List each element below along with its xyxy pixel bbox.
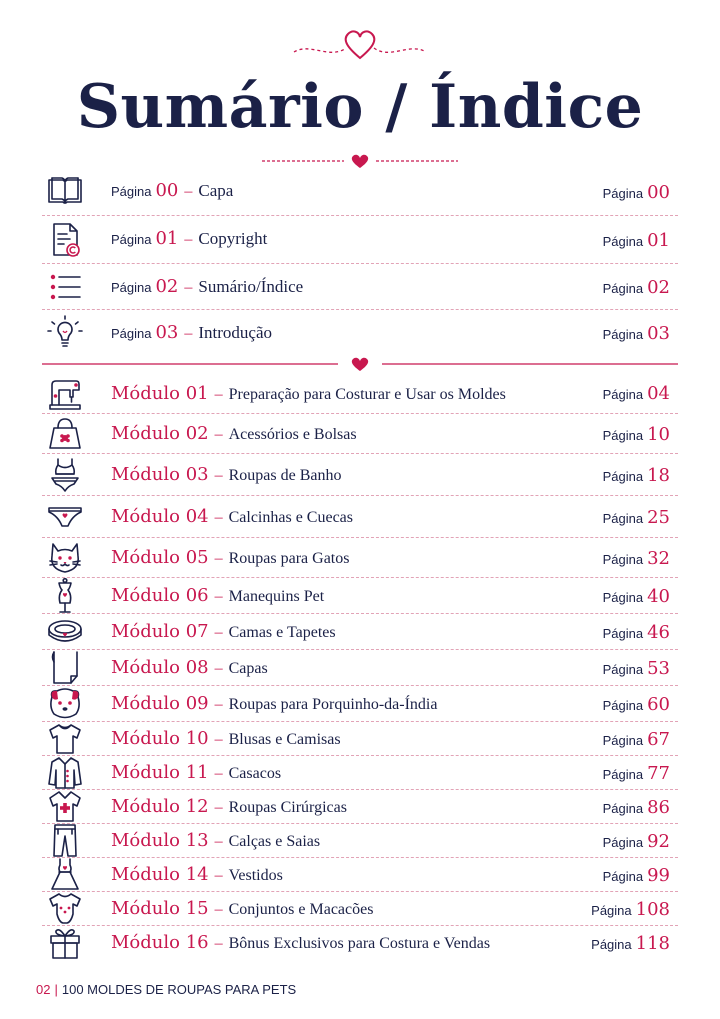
underwear-icon: [46, 498, 84, 536]
handbag-icon: [46, 415, 84, 453]
page-number: 03: [647, 323, 670, 344]
page-number: 118: [635, 933, 670, 954]
entry-title: Sumário/Índice: [198, 277, 304, 296]
module-row[interactable]: Módulo 15 – Conjuntos e Macacões Página 108: [42, 892, 678, 926]
module-row[interactable]: Módulo 10 – Blusas e Camisas Página 67: [42, 722, 678, 756]
cat-face-icon: [46, 539, 84, 577]
page-number: 01: [647, 230, 670, 251]
toc-row[interactable]: Página 02 – Sumário/Índice Página 02: [42, 264, 678, 310]
entry-title: Roupas para Porquinho-da-Índia: [228, 696, 438, 713]
toc-row[interactable]: Página 00 – Capa Página 00: [42, 168, 678, 216]
cover-sheet-icon: [46, 649, 84, 687]
module-row[interactable]: Módulo 08 – Capas Página 53: [42, 650, 678, 686]
module-row[interactable]: Módulo 13 – Calças e Saias Página 92: [42, 824, 678, 858]
page-number: 108: [635, 899, 670, 920]
lightbulb-icon: [46, 314, 84, 352]
module-row[interactable]: Módulo 12 – Roupas Cirúrgicas Página 86: [42, 790, 678, 824]
page-number: 67: [647, 729, 670, 750]
page-number: 02: [647, 277, 670, 298]
page-number: 60: [647, 694, 670, 715]
module-row[interactable]: Módulo 03 – Roupas de Banho Página 18: [42, 454, 678, 496]
surgical-shirt-icon: [46, 788, 84, 826]
page-number: 53: [647, 658, 670, 679]
tshirt-icon: [46, 720, 84, 758]
copyright-document-icon: [46, 221, 84, 259]
pants-icon: [46, 822, 84, 860]
entry-title: Copyright: [198, 229, 268, 248]
gift-icon: [46, 924, 84, 962]
entry-title: Roupas de Banho: [228, 467, 342, 484]
page-number: 46: [647, 622, 670, 643]
open-book-icon: [46, 172, 84, 210]
page-number: 86: [647, 797, 670, 818]
module-row[interactable]: Módulo 04 – Calcinhas e Cuecas Página 25: [42, 496, 678, 538]
heart-icon: [352, 358, 368, 371]
entry-title: Calças e Saias: [228, 833, 321, 850]
module-row[interactable]: Módulo 06 – Manequins Pet Página 40: [42, 578, 678, 614]
module-row[interactable]: Módulo 11 – Casacos Página 77: [42, 756, 678, 790]
page-number: 99: [647, 865, 670, 886]
sewing-machine-icon: [46, 375, 84, 413]
pet-bed-icon: [46, 613, 84, 651]
heart-icon: [352, 155, 368, 168]
entry-title: Bônus Exclusivos para Costura e Vendas: [228, 935, 491, 952]
entry-title: Casacos: [228, 765, 282, 782]
module-row[interactable]: Módulo 14 – Vestidos Página 99: [42, 858, 678, 892]
module-row[interactable]: Módulo 09 – Roupas para Porquinho-da-Índia Página 60: [42, 686, 678, 722]
module-row[interactable]: Módulo 16 – Bônus Exclusivos para Costura e Vendas Página 118: [42, 926, 678, 960]
entry-title: Calcinhas e Cuecas: [228, 509, 354, 526]
page-number: 77: [647, 763, 670, 784]
page-number: 32: [647, 548, 670, 569]
toc-row[interactable]: Página 03 – Introdução Página 03: [42, 310, 678, 354]
entry-title: Camas e Tapetes: [228, 624, 336, 641]
entry-title: Blusas e Camisas: [228, 731, 341, 748]
entry-title: Capa: [198, 181, 234, 200]
entry-title: Introdução: [198, 323, 273, 342]
entry-title: Acessórios e Bolsas: [228, 426, 357, 443]
footer-book-title: 100 MOLDES DE ROUPAS PARA PETS: [61, 982, 297, 997]
section-divider: [42, 354, 678, 374]
module-row[interactable]: Módulo 01 – Preparação para Costurar e Usar os Moldes Página 04: [42, 374, 678, 414]
module-row[interactable]: Módulo 02 – Acessórios e Bolsas Página 10: [42, 414, 678, 454]
entry-title: Roupas Cirúrgicas: [228, 799, 347, 816]
entry-title: Capas: [228, 660, 268, 677]
module-row[interactable]: Módulo 07 – Camas e Tapetes Página 46: [42, 614, 678, 650]
page-footer: 02 | 100 MOLDES DE ROUPAS PARA PETS: [36, 982, 297, 997]
entry-title: Manequins Pet: [228, 588, 325, 605]
page-number: 40: [647, 586, 670, 607]
module-row[interactable]: Módulo 05 – Roupas para Gatos Página 32: [42, 538, 678, 578]
bodysuit-icon: [46, 890, 84, 928]
dress-icon: [46, 856, 84, 894]
guinea-pig-icon: [46, 685, 84, 723]
toc-row[interactable]: Página 01 – Copyright Página 01: [42, 216, 678, 264]
page-title: Sumário / Índice: [76, 72, 644, 142]
page-number: 92: [647, 831, 670, 852]
list-icon: [46, 268, 84, 306]
coat-icon: [46, 754, 84, 792]
page-number: 00: [647, 182, 670, 203]
page-number: 18: [647, 465, 670, 486]
entry-title: Roupas para Gatos: [228, 550, 350, 567]
mannequin-icon: [46, 577, 84, 615]
footer-page-number: 02: [36, 982, 51, 997]
entry-title: Conjuntos e Macacões: [228, 901, 374, 918]
swimsuit-icon: [46, 456, 84, 494]
entry-title: Vestidos: [228, 867, 283, 884]
page-number: 10: [647, 424, 670, 445]
page-number: 04: [647, 383, 670, 404]
heart-ornament-icon: [290, 22, 430, 66]
entry-title: Preparação para Costurar e Usar os Moldes: [228, 386, 506, 403]
page-number: 25: [647, 507, 670, 528]
